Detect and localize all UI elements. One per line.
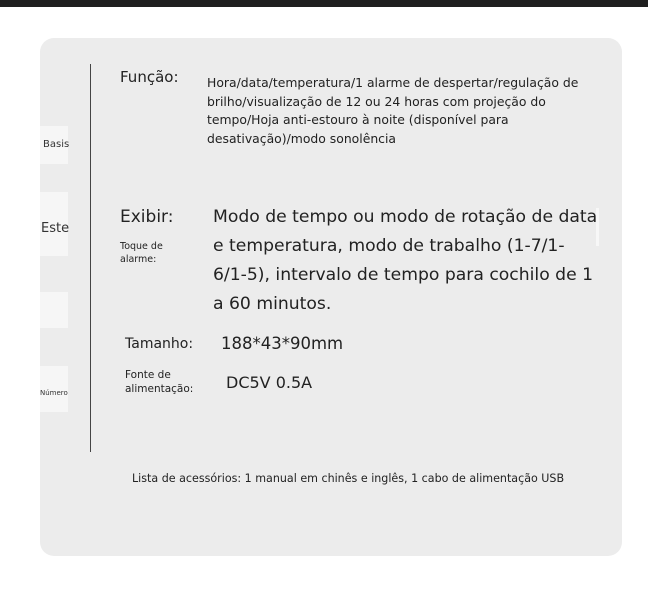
- fonte-label-line2: alimentação:: [125, 383, 194, 395]
- funcao-label: Função:: [120, 68, 179, 86]
- accessories-list: Lista de acessórios: 1 manual em chinês e inglês, 1 cabo de alimentação USB: [132, 472, 565, 485]
- vertical-divider: [90, 64, 91, 452]
- side-tab-blank: [40, 292, 68, 328]
- side-label-basis: Basis: [43, 139, 70, 150]
- fonte-label-line1: Fonte de: [125, 369, 171, 381]
- exibir-value: Modo de tempo ou modo de rotação de data e temperatura, modo de trabalho (1-7/1-6/1-5), intervalo de tempo para cochilo de 1 a 60 minutos.: [213, 207, 598, 314]
- tamanho-label: Tamanho:: [125, 336, 194, 352]
- side-label-numero: Número: [40, 389, 68, 397]
- tamanho-value: 188*43*90mm: [221, 334, 344, 353]
- exibir-label: Exibir:: [120, 207, 174, 227]
- fonte-value: DC5V 0.5A: [226, 373, 313, 392]
- funcao-value: Hora/data/temperatura/1 alarme de despertar/regulação de brilho/visualização de 12 ou 24 horas com projeção do tempo/Hoja anti-estouro à noite (disponível para desativação)/modo sonolência: [207, 75, 579, 147]
- toque-alarme-label: [120, 240, 163, 266]
- side-label-este: Este: [41, 221, 70, 236]
- top-border-bar: [0, 0, 648, 7]
- toque-alarme-line2: alarme:: [120, 254, 157, 265]
- toque-alarme-line1: Toque de: [120, 241, 163, 252]
- fonte-label: [125, 368, 193, 396]
